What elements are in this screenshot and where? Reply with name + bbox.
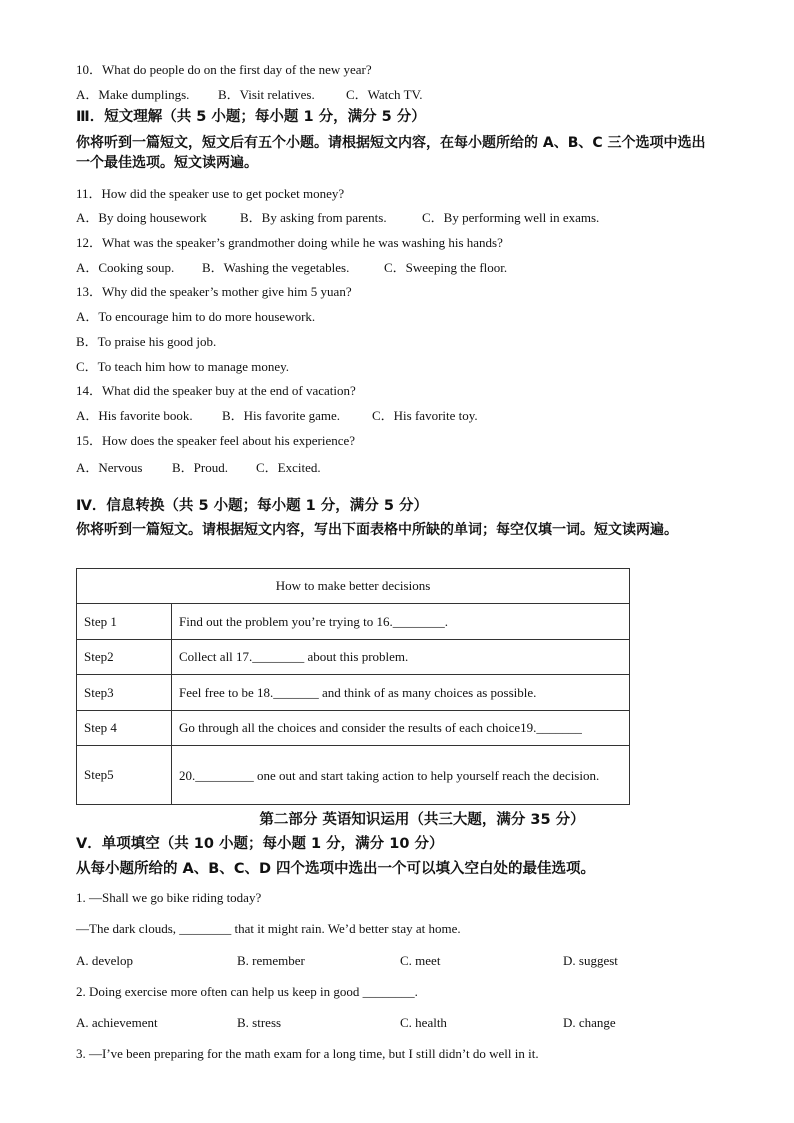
- option-c: C. health: [400, 1015, 447, 1030]
- step-label: Step3: [77, 675, 172, 711]
- option-a: A. achievement: [76, 1015, 158, 1030]
- option-b: B. remember: [237, 953, 305, 968]
- question-11-options: [76, 209, 600, 227]
- question-12-options: [76, 259, 508, 277]
- table-row: [77, 640, 630, 675]
- question-14-stem: 14．What did the speaker buy at the end of vacation?: [76, 383, 356, 398]
- question-13-option-a: A．To encourage him to do more housework.: [76, 309, 316, 324]
- question-14-options: [76, 407, 478, 425]
- option-a: A．Nervous: [76, 460, 143, 475]
- mcq-1-line-2: —The dark clouds, ________ that it might rain. We’d better stay at home.: [76, 921, 461, 936]
- option-b: B．By asking from parents.: [240, 210, 387, 225]
- question-15-stem: 15．How does the speaker feel about his experience?: [76, 433, 356, 448]
- question-13-option-b: B．To praise his good job.: [76, 334, 217, 349]
- option-a: A．Cooking soup.: [76, 260, 175, 275]
- option-b: B. stress: [237, 1015, 282, 1030]
- mcq-1-line-1: 1. —Shall we go bike riding today?: [76, 890, 262, 905]
- table-title: How to make better decisions: [77, 569, 630, 604]
- table-row: [77, 675, 630, 711]
- table-row: [77, 604, 630, 640]
- question-15-options: [76, 459, 321, 477]
- step-label: Step 4: [77, 711, 172, 746]
- option-a: A．By doing housework: [76, 210, 207, 225]
- option-a: A．His favorite book.: [76, 408, 193, 423]
- step-text: Find out the problem you’re trying to 16.________.: [172, 604, 630, 640]
- table-header-row: [77, 569, 630, 604]
- option-d: D. suggest: [563, 953, 618, 968]
- question-13-option-c: C．To teach him how to manage money.: [76, 359, 290, 374]
- option-c: C. meet: [400, 953, 441, 968]
- question-11-stem: 11．How did the speaker use to get pocket money?: [76, 186, 345, 201]
- option-b: B．Visit relatives.: [218, 87, 315, 102]
- step-text: Go through all the choices and consider the results of each choice19._______: [172, 711, 630, 746]
- option-a: A．Make dumplings.: [76, 87, 190, 102]
- section-4-heading: Ⅳ．信息转换（共 5 小题；每小题 1 分，满分 5 分）: [76, 498, 428, 514]
- option-b: B．His favorite game.: [222, 408, 341, 423]
- step-text: Collect all 17.________ about this problem.: [172, 640, 630, 675]
- option-c: C．His favorite toy.: [372, 408, 478, 423]
- option-c: C．By performing well in exams.: [422, 210, 600, 225]
- mcq-3-line-1: 3. —I’ve been preparing for the math exam for a long time, but I still didn’t do well in it.: [76, 1046, 539, 1061]
- step-label: Step5: [77, 746, 172, 805]
- step-text: Feel free to be 18._______ and think of as many choices as possible.: [172, 675, 630, 711]
- option-d: D. change: [563, 1015, 616, 1030]
- decision-steps-table: [76, 568, 630, 805]
- option-c: C．Excited.: [256, 460, 321, 475]
- option-c: C．Watch TV.: [346, 87, 423, 102]
- option-a: A. develop: [76, 953, 134, 968]
- step-label: Step2: [77, 640, 172, 675]
- step-label: Step 1: [77, 604, 172, 640]
- table-row: [77, 711, 630, 746]
- question-13-stem: 13．Why did the speaker’s mother give him 5 yuan?: [76, 284, 352, 299]
- section-5-heading: Ⅴ．单项填空（共 10 小题；每小题 1 分，满分 10 分）: [76, 836, 444, 852]
- step-text: 20._________ one out and start taking action to help yourself reach the decision.: [172, 746, 630, 805]
- option-b: B．Washing the vegetables.: [202, 260, 350, 275]
- option-c: C．Sweeping the floor.: [384, 260, 508, 275]
- question-10-options: [76, 86, 423, 104]
- section-3-instruction: 你将听到一篇短文，短文后有五个小题。请根据短文内容，在每小题所给的 A、B、C 三个选项中选出一个最佳选项。短文读两遍。: [76, 135, 706, 171]
- table-row: [77, 746, 630, 805]
- part-2-heading: 第二部分 英语知识运用（共三大题，满分 35 分）: [259, 812, 585, 828]
- mcq-2-line-1: 2. Doing exercise more often can help us keep in good ________.: [76, 984, 418, 999]
- section-3-heading: Ⅲ．短文理解（共 5 小题；每小题 1 分，满分 5 分）: [76, 109, 426, 125]
- option-b: B．Proud.: [172, 460, 228, 475]
- question-10-stem: 10．What do people do on the first day of the new year?: [76, 62, 372, 77]
- question-12-stem: 12．What was the speaker’s grandmother doing while he was washing his hands?: [76, 235, 503, 250]
- section-4-instruction: 你将听到一篇短文。请根据短文内容，写出下面表格中所缺的单词；每空仅填一词。短文读两遍。: [76, 522, 678, 538]
- section-5-instruction: 从每小题所给的 A、B、C、D 四个选项中选出一个可以填入空白处的最佳选项。: [76, 861, 596, 877]
